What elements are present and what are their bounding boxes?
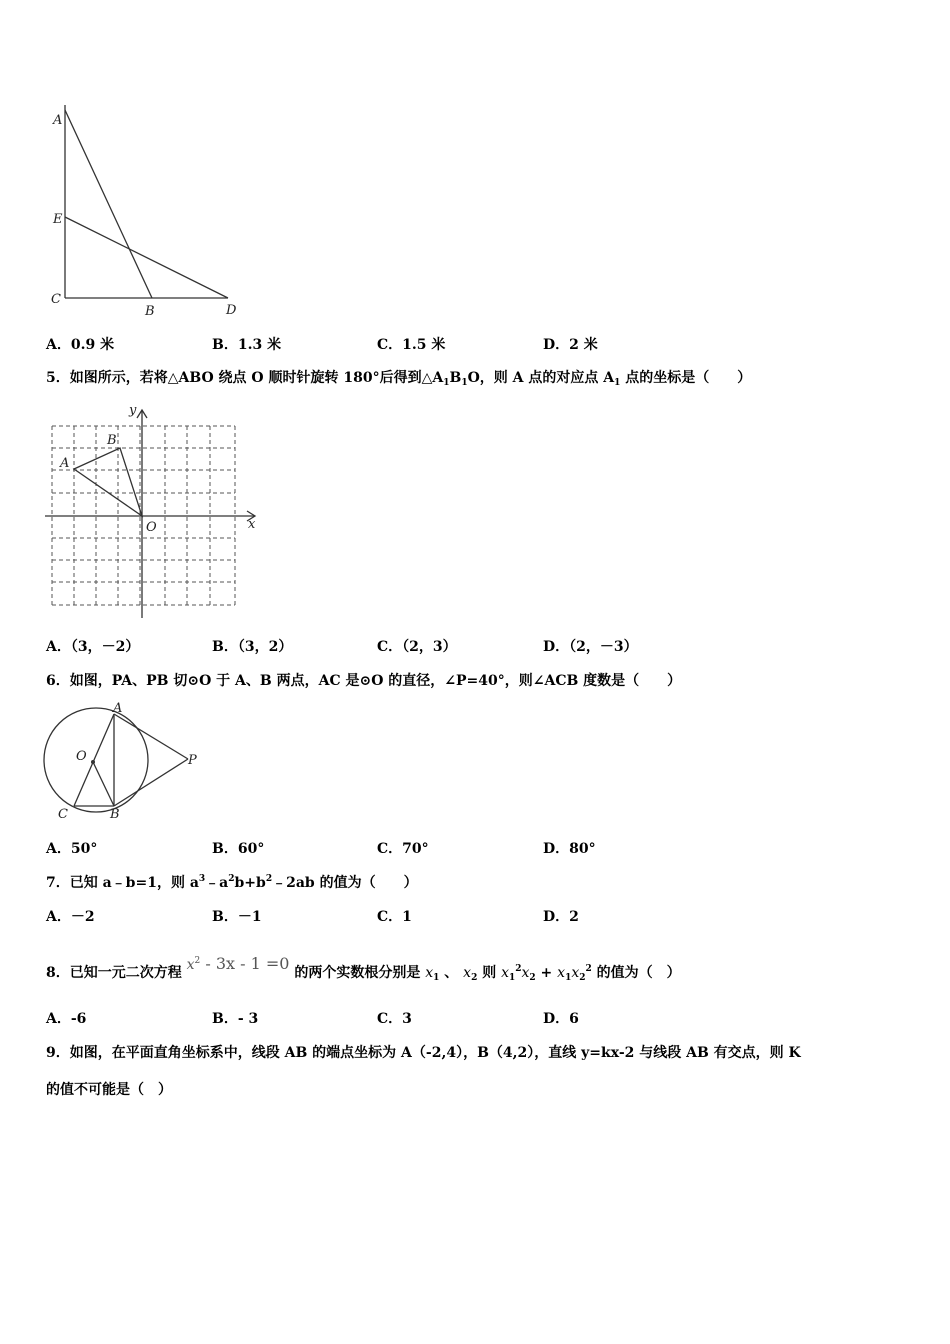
q5-sub3: 1 (614, 378, 621, 388)
label-c: C (51, 292, 61, 307)
q8-x1-sub: 1 (433, 973, 440, 983)
label-a: A (60, 456, 70, 471)
q4-option-a[interactable]: A．0.9 米 (46, 337, 115, 353)
q8-term1-x2-sub: 2 (529, 973, 536, 983)
q8-eq-rest: - 3x - 1 =0 (200, 954, 290, 973)
q5-sub2: 1 (461, 378, 468, 388)
q8-plus: + (535, 965, 558, 981)
q8-option-b[interactable]: B．- 3 (212, 1011, 259, 1027)
label-o: O (76, 749, 87, 764)
q7-option-b[interactable]: B．－1 (212, 909, 262, 925)
q7-option-a[interactable]: A．－2 (46, 909, 95, 925)
label-o: O (146, 520, 157, 535)
q8-prefix: 8．已知一元二次方程 (46, 965, 182, 981)
q8-equation (187, 954, 290, 973)
q7-p4: ﹣2ab 的值为（ ） (272, 875, 418, 891)
q9-line1: 9．如图，在平面直角坐标系中，线段 AB 的端点坐标为 A（-2,4），B（4,2），直线 y=kx-2 与线段 AB 有交点，则 K (46, 1045, 801, 1061)
q7-p1: 7．已知 a﹣b=1，则 a (46, 875, 199, 891)
q6-option-b[interactable]: B．60° (212, 841, 265, 857)
label-p: P (188, 753, 197, 768)
q9-line2: 的值不可能是（ ） (46, 1082, 172, 1098)
triangle-abo (74, 448, 142, 516)
label-a: A (53, 113, 63, 128)
q4-option-b[interactable]: B．1.3 米 (212, 337, 282, 353)
label-b: B (107, 433, 117, 448)
q8-t1: 的两个实数根分别是 (289, 965, 426, 981)
q5-option-c[interactable]: C．（2，3） (377, 639, 457, 655)
q8-term1-x2: x (521, 965, 530, 981)
label-a: A (113, 701, 123, 716)
label-b: B (110, 807, 120, 822)
question-6 (46, 671, 681, 691)
figure-q6-circle-tangents (38, 702, 213, 827)
q6-option-d[interactable]: D．80° (543, 841, 596, 857)
label-x: x (248, 517, 256, 532)
q6-text: 6．如图，PA、PB 切⊙O 于 A、B 两点，AC 是⊙O 的直径，∠P=40°，则∠ACB 度数是（ ） (46, 673, 682, 689)
q8-t4: 的值为（ ） (591, 965, 681, 981)
question-5 (46, 368, 751, 390)
q5-option-a[interactable]: A．（3，－2） (46, 639, 140, 655)
q8-term2-x1-sub: 1 (565, 973, 572, 983)
q8-term1-exp: 2 (515, 964, 522, 974)
q6-option-c[interactable]: C．70° (377, 841, 429, 857)
q5-option-d[interactable]: D．（2，－3） (543, 639, 638, 655)
q5-options (46, 637, 746, 657)
q8-t2: 、 (439, 965, 464, 981)
circle-o (44, 708, 148, 812)
label-e: E (53, 212, 63, 227)
q8-x2: x (463, 965, 472, 981)
label-y: y (129, 403, 137, 418)
label-d: D (226, 303, 237, 318)
question-9-line-1 (46, 1043, 801, 1063)
q8-t3: 则 (477, 965, 502, 981)
tangent-pb (114, 759, 188, 806)
q5-sub1: 1 (443, 378, 450, 388)
label-b: B (145, 304, 155, 319)
q8-eq-x: x (186, 957, 195, 973)
center-o-dot (91, 760, 95, 764)
tangent-pa (114, 714, 188, 759)
q5-option-b[interactable]: B．（3，2） (212, 639, 293, 655)
q8-options (46, 1009, 746, 1029)
q8-option-d[interactable]: D．6 (543, 1011, 579, 1027)
q7-e2: 2 (228, 874, 235, 884)
q8-term2-exp: 2 (585, 964, 592, 974)
segment-ob (93, 762, 114, 806)
q7-options (46, 907, 746, 927)
q7-option-d[interactable]: D．2 (543, 909, 579, 925)
q4-option-c[interactable]: C．1.5 米 (377, 337, 446, 353)
q8-term2-x2: x (571, 965, 580, 981)
label-c: C (58, 807, 68, 822)
q7-option-c[interactable]: C．1 (377, 909, 412, 925)
q5-text-suffix: 点的坐标是（ ） (620, 370, 752, 386)
q4-options (46, 335, 746, 355)
q7-p3: b+b (234, 875, 266, 891)
q5-text-mid: O，则 A 点的对应点 A (467, 370, 615, 386)
q6-option-a[interactable]: A．50° (46, 841, 98, 857)
q5-mid1: B (449, 370, 462, 386)
figure-q4-triangles (40, 100, 260, 325)
q8-option-a[interactable]: A．-6 (46, 1011, 87, 1027)
q6-options (46, 839, 746, 859)
q8-term2-x1: x (557, 965, 566, 981)
q7-e3: 2 (265, 874, 273, 884)
q8-option-c[interactable]: C．3 (377, 1011, 412, 1027)
question-8 (46, 954, 681, 985)
figure-q5-grid (40, 398, 270, 623)
q8-eq-exp: 2 (194, 956, 201, 966)
q8-term2-x2-sub: 2 (579, 973, 586, 983)
q8-x2-sub: 2 (471, 973, 478, 983)
q8-term1-x1: x (501, 965, 509, 981)
question-7 (46, 873, 418, 895)
q8-x1: x (425, 965, 434, 981)
q8-term1-x1-sub: 1 (508, 973, 516, 983)
question-9-line-2 (46, 1080, 172, 1100)
q4-option-d[interactable]: D．2 米 (543, 337, 598, 353)
segment-ab (65, 110, 152, 298)
q7-e1: 3 (198, 874, 206, 884)
q7-p2: ﹣a (205, 875, 229, 891)
q5-text-prefix: 5．如图所示，若将△ABO 绕点 O 顺时针旋转 180°后得到△A (46, 370, 444, 386)
